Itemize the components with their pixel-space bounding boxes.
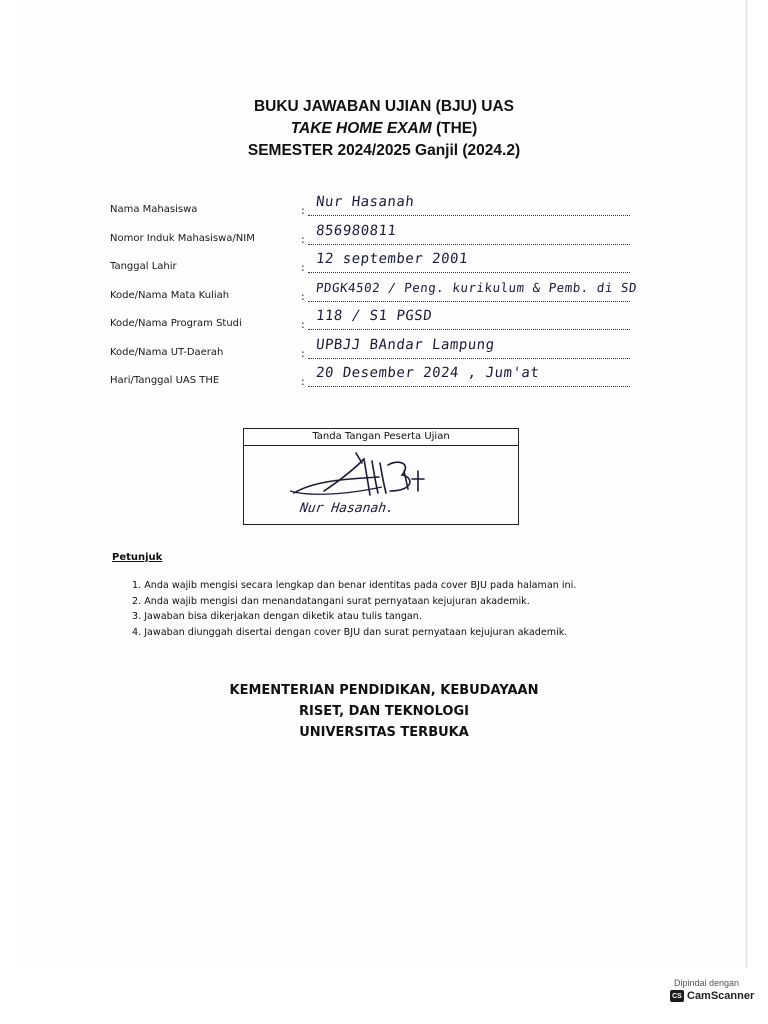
identity-row [110,222,630,254]
instructions-title: Petunjuk [112,552,163,563]
dotted-line [308,244,630,245]
handwritten-value: 20 Desember 2024 , Jum'at [315,365,541,381]
document-header [0,96,768,162]
identity-row [110,196,630,225]
identity-row [110,279,638,311]
instruction-item: 2. Anda wajib mengisi dan menandatangani surat pernyataan kejujuran akademik. [132,595,530,607]
identity-label: Nomor Induk Mahasiswa/NIM [110,232,255,244]
header-subtitle-italic: TAKE HOME EXAM [290,120,432,137]
instruction-item: 1. Anda wajib mengisi secara lengkap dan benar identitas pada cover BJU pada halaman ini. [132,580,577,591]
identity-label: Kode/Nama Program Studi [110,318,242,329]
handwritten-value: UPBJJ BAndar Lampung [315,336,496,353]
signature-box-title: Tanda Tangan Peserta Ujian [244,429,518,446]
separator: : [301,318,305,331]
separator: : [301,261,305,274]
header-title: BUKU JAWABAN UJIAN (BJU) UAS [253,98,515,115]
instruction-item: 3. Jawaban bisa dikerjakan dengan diketik atau tulis tangan. [132,611,422,622]
separator: : [301,232,305,246]
institution-footer [0,680,768,743]
signature-box [243,428,519,525]
footer-line: KEMENTERIAN PENDIDIKAN, KEBUDAYAAN [229,683,539,698]
dotted-line [308,301,630,302]
separator: : [301,204,305,217]
watermark-brand [668,990,758,1002]
identity-label: Kode/Nama UT-Daerah [110,346,224,358]
footer-line: UNIVERSITAS TERBUKA [299,725,469,740]
instructions-list [132,578,576,640]
footer-line: RISET, DAN TEKNOLOGI [299,704,469,719]
identity-label: Hari/Tanggal UAS THE [110,375,220,386]
separator: : [301,375,305,388]
identity-label: Nama Mahasiswa [110,204,198,215]
dotted-line [308,358,630,359]
dotted-line [308,272,630,273]
header-subtitle [0,118,768,140]
handwritten-value: PDGK4502 / Peng. kurikulum & Pemb. di SD [315,279,638,295]
dotted-line [308,329,630,330]
header-semester: SEMESTER 2024/2025 Ganjil (2024.2) [247,142,521,159]
camscanner-logo-icon: CS [670,990,684,1002]
identity-row [110,367,630,396]
dotted-line [308,215,630,216]
header-subtitle-rest: (THE) [431,120,478,137]
camscanner-watermark [668,978,758,1014]
watermark-name: CamScanner [687,990,755,1002]
identity-row [110,310,630,339]
identity-label: Kode/Nama Mata Kuliah [110,289,230,301]
handwritten-value: 118 / S1 PGSD [315,308,433,324]
dotted-line [308,386,630,387]
separator: : [301,289,305,303]
watermark-caption: Dipindai dengan [674,978,740,988]
identity-row [110,253,630,282]
identity-label: Tanggal Lahir [110,261,177,272]
signature-name: Nur Hasanah. [298,501,395,516]
identity-row [110,336,630,368]
handwritten-value: 12 september 2001 [315,251,469,267]
handwritten-value: Nur Hasanah [315,194,416,210]
handwritten-signature [284,451,474,501]
instruction-item: 4. Jawaban diunggah disertai dengan cover BJU dan surat pernyataan kejujuran akademik. [132,626,568,638]
identity-section [110,194,638,396]
separator: : [301,346,305,360]
handwritten-value: 856980811 [315,222,398,239]
